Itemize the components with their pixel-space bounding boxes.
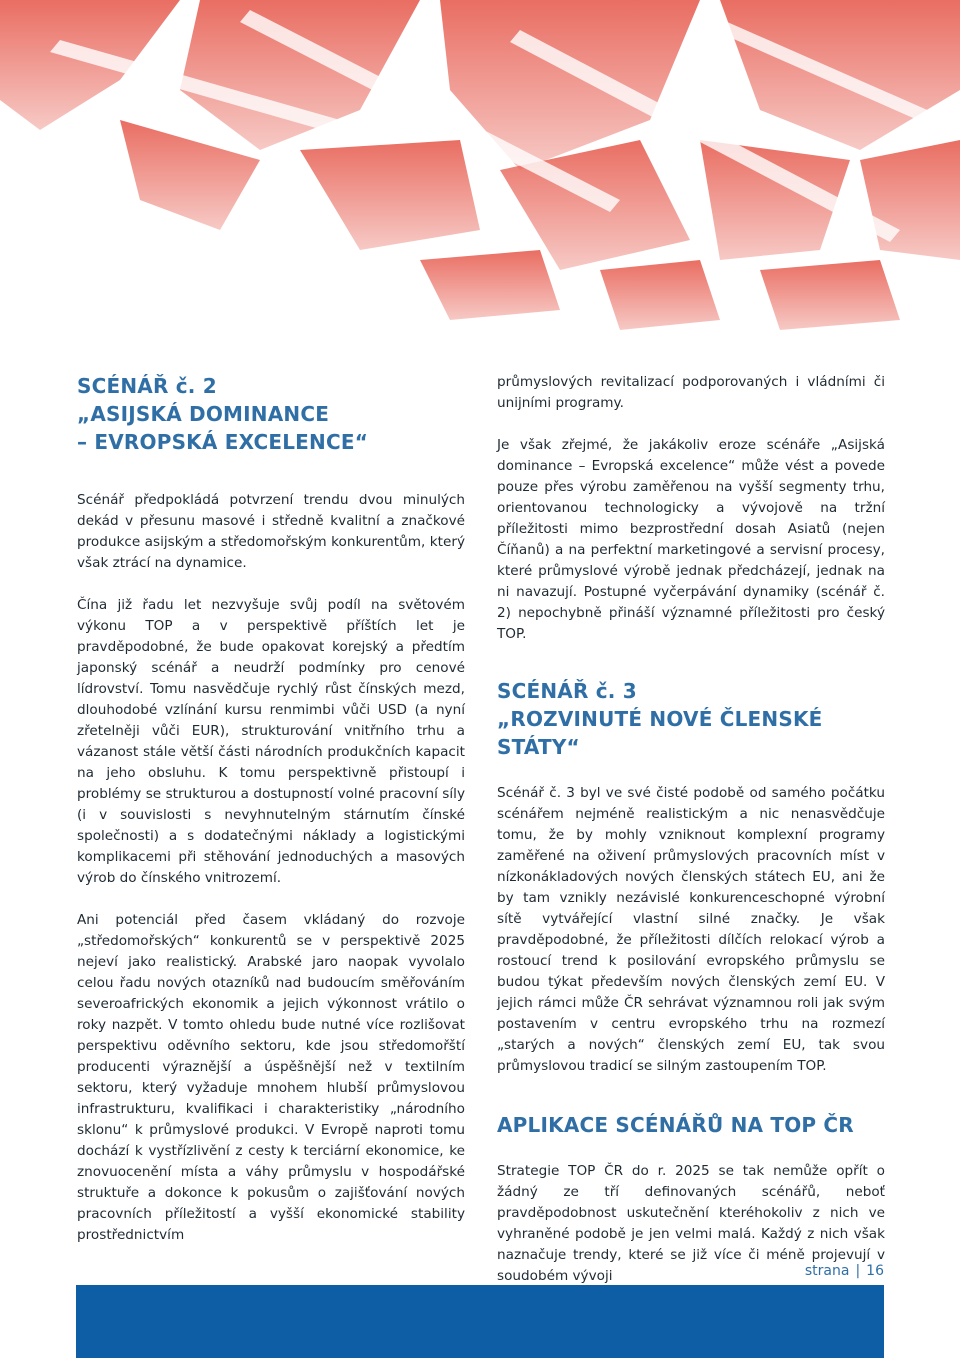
paragraph: Čína již řadu let nezvyšuje svůj podíl na světovém výkonu TOP a v perspektivě příštích let je pravděpodobné, že bude opakovat korejský a předtím japonský scénář a neudrží podmínky pro cenové lídrovství. Tomu nasvědčuje rychlý růst čínských mezd, dlouhodobé vzlínání kursu renmimbi vůči USD (a nyní zřetelněji vůči EUR), strukturování vnitřního trhu a vázanost stále větší části národních produkčních kapacit na jeho obsluhu. K tomu perspektivně přistoupí i problémy se strukturou a dostupností volné pracovní síly (i v souvislosti s nevyhnutelným stárnutím čínské společnosti) a s dodatečnými náklady a logistickými komplikacemi při stěhování jednoduchých a masových výrob do čínského vnitrozemí. [77, 597, 465, 886]
paragraph: průmyslových revitalizací podporovaných i vládními či unijními programy. [497, 374, 885, 411]
paragraph: Scénář č. 3 byl ve své čisté podobě od samého počátku scénářem nejméně realistickým a nic nenasvědčuje tomu, že by mohly vzniknout komplexní programy zaměřené na oživení průmyslových pracovních míst v nízkonákladových nových členských státech EU, ani že by tam vznikly nezávislé konkurenceschopné výrobní sítě vytvářející vlastní silné značky. Je však pravděpodobné, že příležitosti dílčích relokací výrob a rostoucí trend k posilování evropského průmyslu se budou týkat především nových členských zemí EU. V jejich rámci může ČR sehrávat významnou roli jak svým postavením v centru evropského trhu na rozmezí „starých a nových“ členských zemí EU, tak svou průmyslovou tradicí se silným zastoupením TOP. [497, 785, 885, 1074]
scenario-3-heading [497, 677, 885, 761]
right-column [497, 372, 885, 1287]
heading-line: „ASIJSKÁ DOMINANCE [77, 402, 330, 426]
page-value: 16 [866, 1263, 884, 1279]
application-heading: APLIKACE SCÉNÁŘŮ NA TOP ČR [497, 1113, 854, 1137]
page-separator: | [855, 1263, 861, 1279]
left-column [77, 372, 465, 1246]
page-label: strana [804, 1263, 850, 1279]
footer-bar [76, 1285, 884, 1358]
decorative-banner [0, 0, 960, 330]
page-number [805, 1263, 884, 1279]
scenario-2-heading [77, 372, 465, 456]
heading-line: SCÉNÁŘ č. 2 [77, 374, 217, 398]
heading-line: – EVROPSKÁ EXCELENCE“ [77, 430, 369, 454]
paragraph: Ani potenciál před časem vkládaný do rozvoje „středomořských“ konkurentů se v perspektivě 2025 nejeví jako realistický. Arabské jaro naopak vyvolalo celou řadu nových otazníků nad budoucím směřováním severoafrických ekonomik a jejich výkonnost vrátilo o roky nazpět. V tomto ohledu bude nutné více rozlišovat perspektivu oděvního sektoru, kde jsou středomořští producenti výraznější a úspěšnější než v textilním sektoru, který vyžaduje mnohem hlubší průmyslovou infrastrukturu, kvalifikaci i charakteristiky „národního sklonu“ k průmyslové produkci. V Evropě naproti tomu dochází k vystřízlivění z cesty k terciární ekonomice, ke znovuocenění místa a váhy průmyslu v hospodářské struktuře a dokonce k pokusům o zajišťování nových pracovních příležitostí a vyšší ekonomické stability prostřednictvím [77, 912, 465, 1243]
paragraph: Je však zřejmé, že jakákoliv eroze scénáře „Asijská dominance – Evropská excelence“ může vést a povede pouze přes výrobu zaměřenou na vyšší segmenty trhu, orientovanou technologicky a vývojově na tržní příležitosti mimo bezprostřední dosah Asiatů (nejen Číňanů) a na perfektní marketingové a servisní procesy, které průmyslové výrobě jednak předcházejí, jednak na ni navazují. Postupné vyčerpávání dynamiky (scénář č. 2) nepochybně přináší významné příležitosti pro český TOP. [497, 437, 885, 642]
heading-line: „ROZVINUTÉ NOVÉ ČLENSKÉ STÁTY“ [497, 707, 823, 759]
paragraph: Strategie TOP ČR do r. 2025 se tak nemůže opřít o žádný ze tří definovaných scénářů, neboť pravděpodobnost uskutečnění kteréhokoliv z nich ve vyhraněné podobě je jen velmi malá. Každý z nich však naznačuje trendy, které se již více či méně projevují v soudobém vývoji [497, 1163, 885, 1284]
heading-line: SCÉNÁŘ č. 3 [497, 679, 637, 703]
paragraph: Scénář předpokládá potvrzení trendu dvou minulých dekád v přesunu masové i středně kvalitní a značkové produkce asijským a středomořským konkurentům, který však ztrácí na dynamice. [77, 492, 465, 571]
